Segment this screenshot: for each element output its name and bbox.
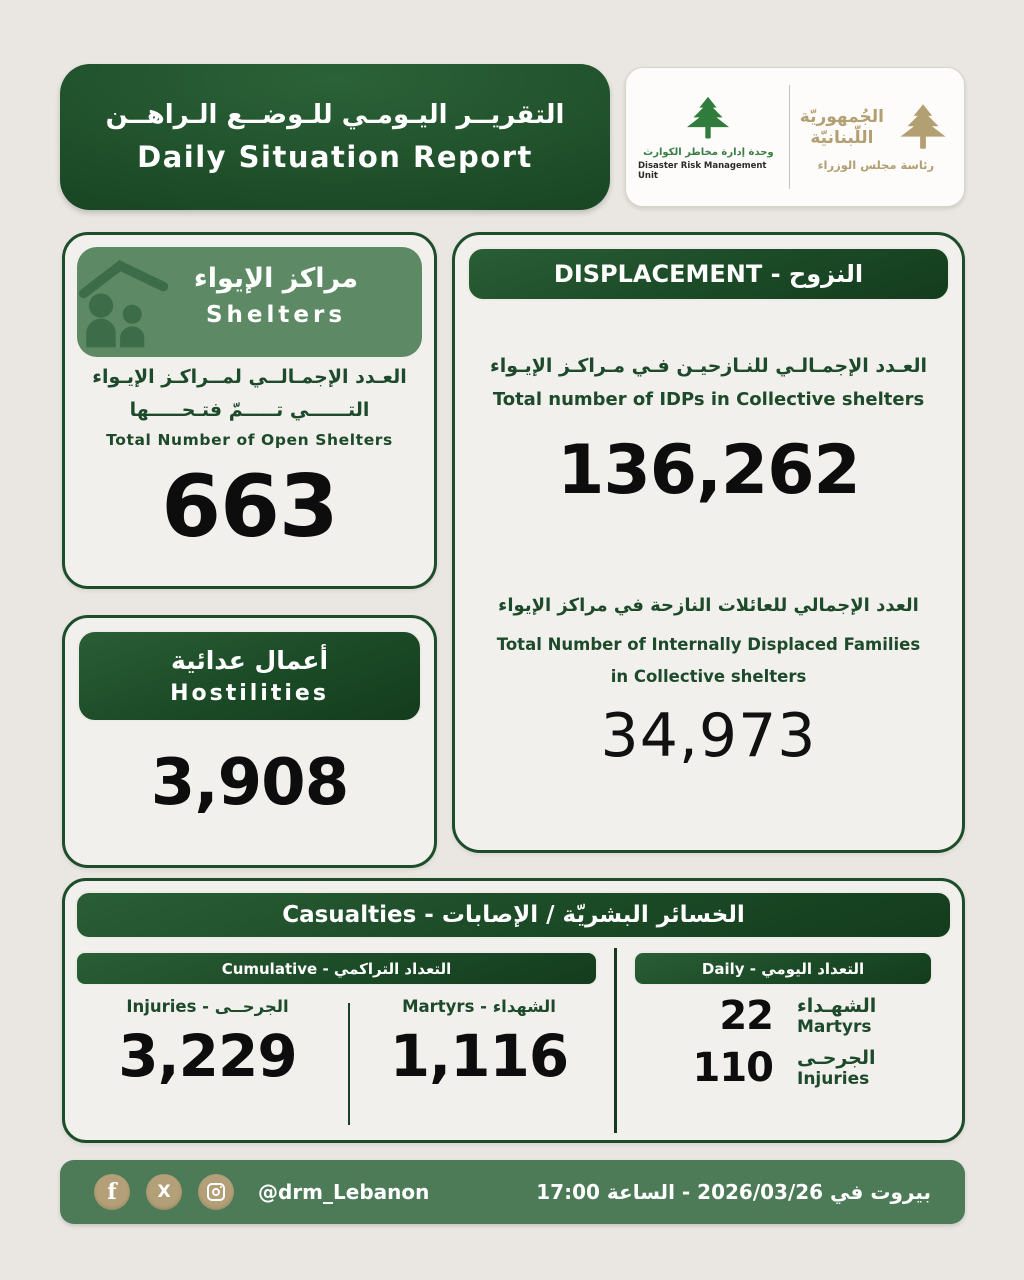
families-description-english: Total Number of Internally Displaced Families in Collective shelters bbox=[496, 635, 921, 687]
x-glyph: X bbox=[157, 1182, 171, 1202]
shelters-title-arabic: مراكز الإيواء bbox=[193, 263, 359, 294]
daily-injuries-label-arabic: الجرحـى bbox=[797, 1047, 876, 1069]
footer-bar bbox=[60, 1160, 965, 1224]
hostilities-count: 3,908 bbox=[150, 746, 349, 820]
cedar-tree-icon bbox=[681, 94, 735, 144]
daily-stats bbox=[633, 993, 933, 1091]
report-title-banner bbox=[60, 64, 610, 210]
shelters-description-english: Total Number of Open Shelters bbox=[106, 431, 393, 449]
report-datetime: بيروت في 2026/03/26 - الساعة 17:00 bbox=[536, 1180, 931, 1204]
cumulative-martyrs-count: 1,116 bbox=[389, 1022, 569, 1090]
daily-section-header: التعداد اليومي - Daily bbox=[633, 951, 933, 986]
drm-name-arabic: وحدة إدارة مخاطر الكوارث bbox=[643, 146, 774, 158]
shelters-description-arabic: العـدد الإجمـالــي لمــراكـز الإيـواء التــــــي تـــــمّ فتـحـــــها bbox=[92, 366, 407, 422]
logos-panel bbox=[625, 67, 965, 207]
report-title-english: Daily Situation Report bbox=[137, 140, 533, 174]
daily-martyrs-label-arabic: الشهـداء bbox=[797, 995, 877, 1017]
cumulative-martyrs-label: الشهداء - Martyrs bbox=[402, 997, 556, 1016]
cumulative-injuries-label: الجرحــى - Injuries bbox=[126, 997, 289, 1016]
cumulative-section-header: التعداد التراكمي - Cumulative bbox=[75, 951, 598, 986]
facebook-icon[interactable] bbox=[94, 1174, 130, 1210]
republic-calligraphy-line1: الجُمهوريّة bbox=[799, 106, 884, 127]
x-icon[interactable] bbox=[146, 1174, 182, 1210]
open-shelters-count: 663 bbox=[161, 457, 338, 557]
families-description-arabic: العدد الإجمالي للعائلات النازحة في مراكز الإيواء bbox=[498, 595, 919, 616]
displacement-card-header: النزوح - DISPLACEMENT bbox=[467, 247, 950, 301]
social-handle[interactable]: @drm_Lebanon bbox=[258, 1180, 430, 1204]
council-of-ministers-label: رئاسة مجلس الوزراء bbox=[817, 158, 935, 172]
facebook-glyph: f bbox=[107, 1179, 117, 1205]
lebanese-republic-logo bbox=[800, 102, 952, 172]
drm-logo bbox=[638, 94, 779, 181]
cumulative-daily-divider bbox=[614, 948, 617, 1133]
displacement-card bbox=[452, 232, 965, 853]
shelters-card bbox=[62, 232, 437, 589]
shelters-card-header bbox=[77, 247, 422, 357]
drm-name-english: Disaster Risk Management Unit bbox=[638, 160, 767, 181]
cumulative-martyrs-block bbox=[360, 997, 598, 1090]
instagram-icon[interactable] bbox=[198, 1174, 234, 1210]
instagram-glyph bbox=[207, 1183, 225, 1201]
logo-divider bbox=[789, 85, 790, 189]
hostilities-card-header bbox=[77, 630, 422, 722]
idps-description-english: Total number of IDPs in Collective shelters bbox=[492, 389, 925, 410]
hostilities-title-arabic: أعمال عدائية bbox=[170, 646, 329, 675]
daily-injuries-label-english: Injuries bbox=[797, 1069, 870, 1089]
daily-martyrs-row bbox=[633, 993, 933, 1039]
casualties-card-header: الخسائر البشريّة / الإصابات - Casualties bbox=[75, 891, 952, 939]
cedar-tree-icon bbox=[894, 102, 952, 154]
hostilities-card bbox=[62, 615, 437, 868]
daily-martyrs-label-english: Martyrs bbox=[797, 1017, 872, 1037]
idps-count: 136,262 bbox=[557, 431, 860, 510]
republic-calligraphy-line2: اللّبنانيّة bbox=[810, 128, 874, 148]
injuries-martyrs-divider bbox=[348, 1003, 350, 1125]
cumulative-injuries-block bbox=[75, 997, 340, 1090]
displaced-families-count: 34,973 bbox=[600, 701, 817, 771]
cumulative-injuries-count: 3,229 bbox=[118, 1022, 297, 1090]
idps-description-arabic: العـدد الإجمـالـي للنـازحيـن فـي مـراكـز الإيـواء bbox=[489, 355, 928, 377]
daily-martyrs-count: 22 bbox=[719, 993, 773, 1039]
shelters-title-english: Shelters bbox=[205, 302, 347, 328]
daily-injuries-row bbox=[633, 1045, 933, 1091]
daily-injuries-count: 110 bbox=[692, 1045, 773, 1091]
casualties-card bbox=[62, 878, 965, 1143]
report-title-arabic: التقريــر اليـومـي للـوضــع الـراهــن bbox=[105, 100, 565, 130]
hostilities-title-english: Hostilities bbox=[170, 681, 329, 706]
